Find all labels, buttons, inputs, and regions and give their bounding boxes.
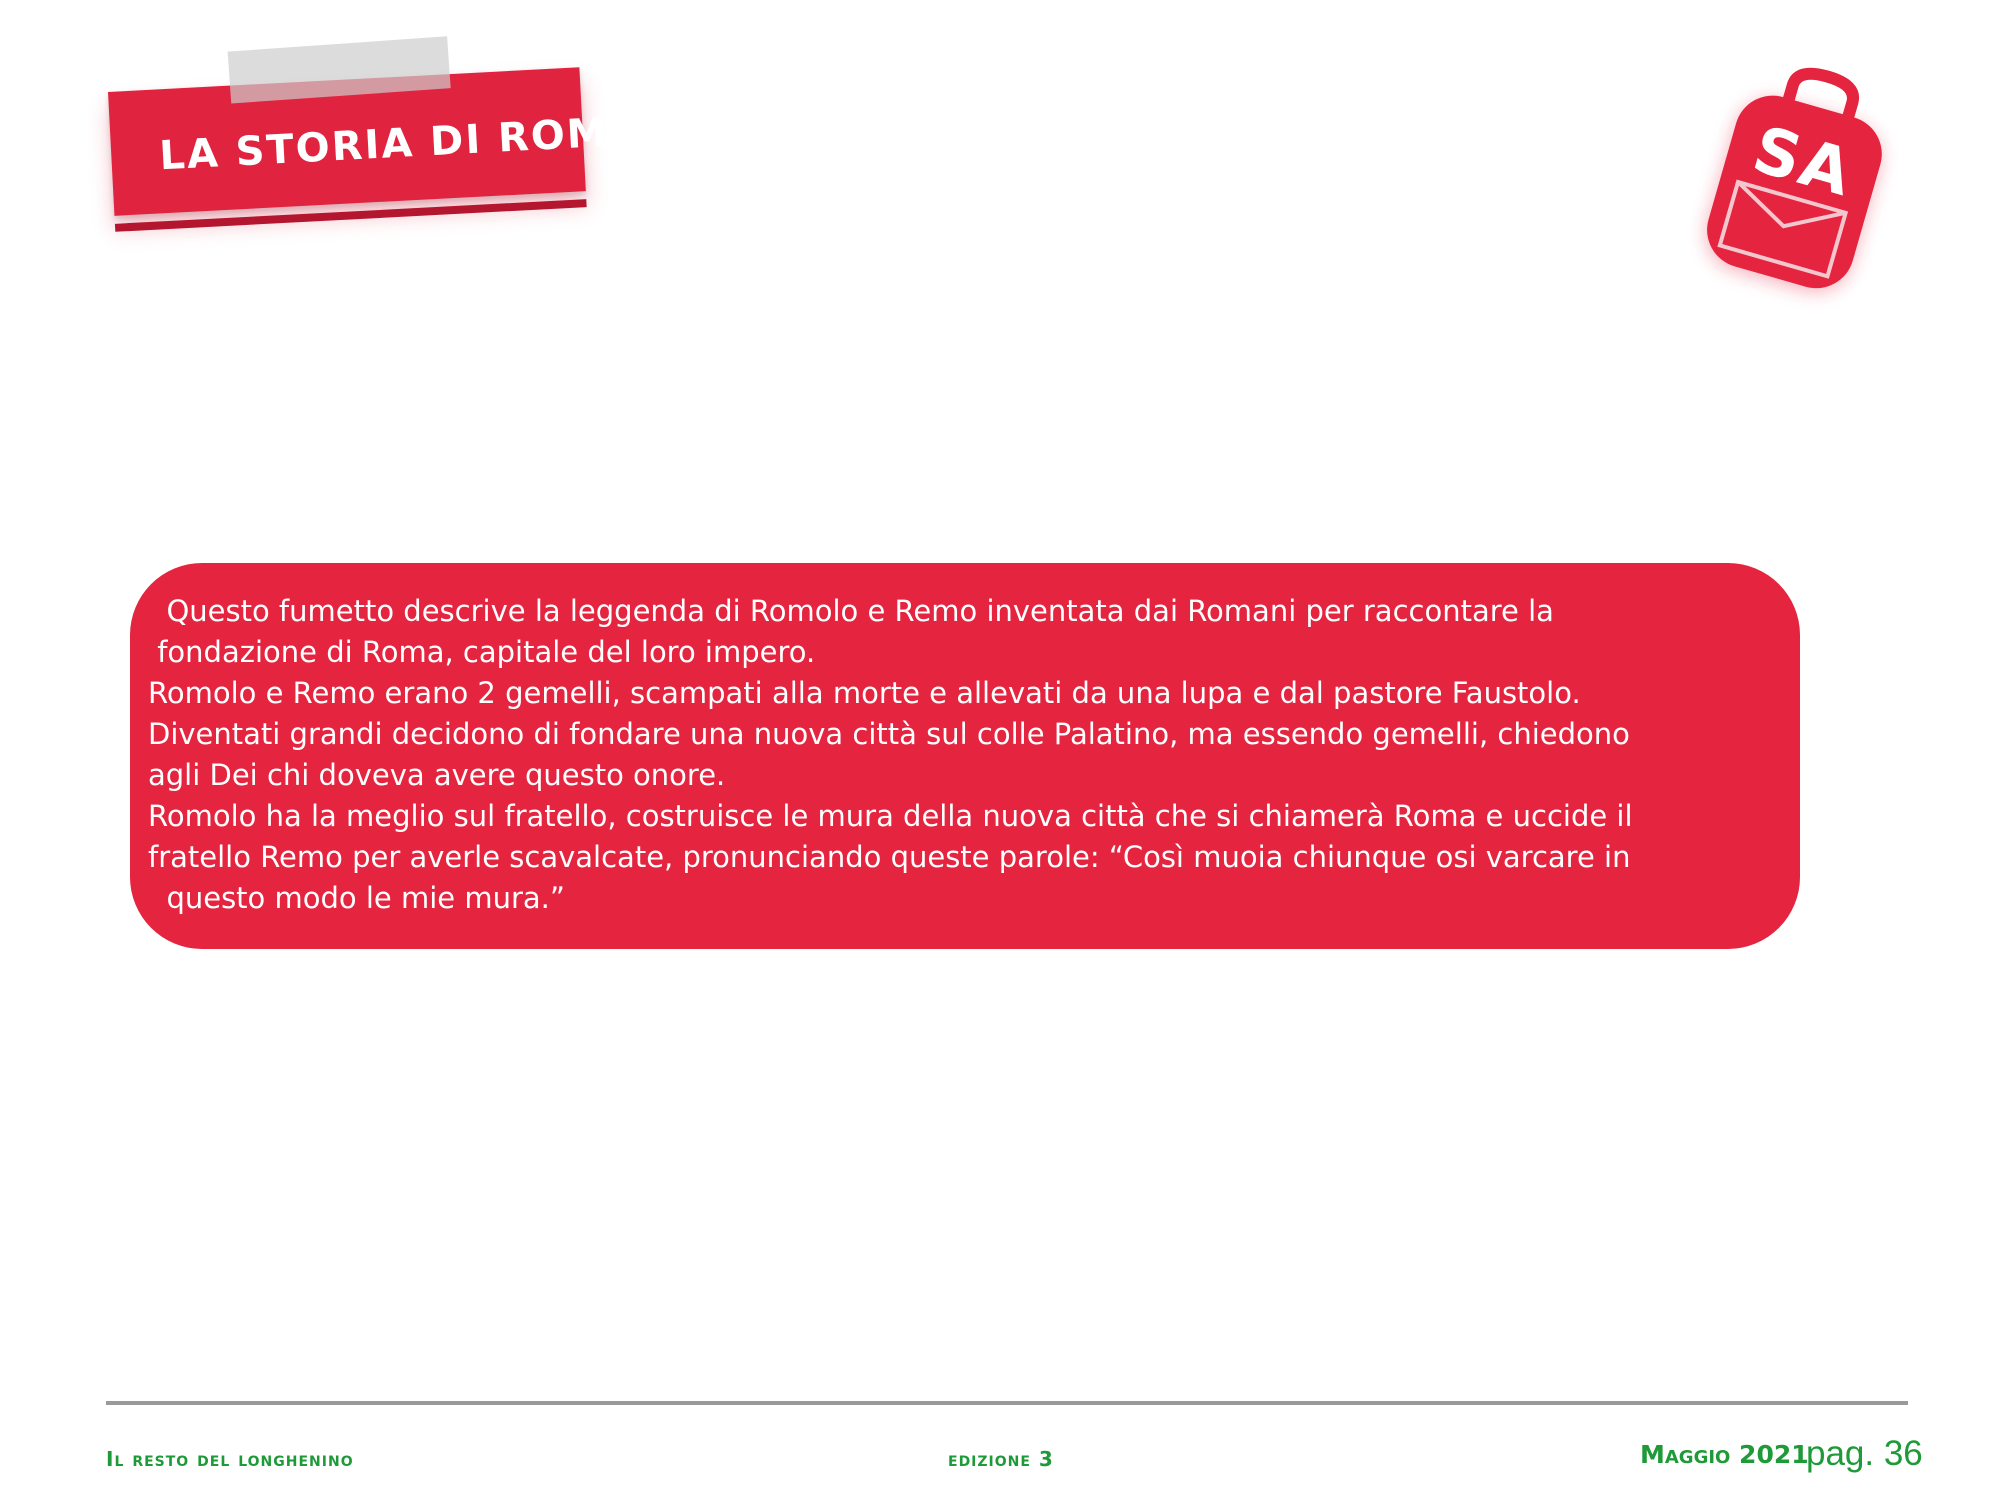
legend-paragraph: Questo fumetto descrive la leggenda di Romolo e Remo inventata dai Romani per raccontare la fondazione di Roma, capitale del loro impero. Romolo e Remo erano 2 gemelli, scampati alla morte e allevati da una lupa e dal pastore Faustolo. Diventati grandi decidono di fondare una nuova città sul colle Palatino, ma essendo gemelli, chiedono agli Dei chi doveva avere questo onore. Romolo ha la meglio sul fratello, costruisce le mura della nuova città che si chiamerà Roma e uccide il fratello Remo per averle scavalcate, pronunciando queste parole: “Così muoia chiunque osi varcare in questo modo le mie mura.” [148,594,1633,915]
backpack-logo [1690,60,1900,310]
footer-divider [106,1401,1908,1405]
title-banner [108,67,643,224]
page-number: pag. 36 [1806,1434,1923,1473]
page-title: LA STORIA DI ROMA [158,108,643,180]
publication-name: Il resto del longhenino [106,1447,354,1471]
text-box [130,563,1800,949]
logo-letters: SA [1744,112,1862,212]
edition-label: edizione 3 [948,1447,1054,1471]
issue-date: Maggio 2021 [1640,1440,1809,1469]
